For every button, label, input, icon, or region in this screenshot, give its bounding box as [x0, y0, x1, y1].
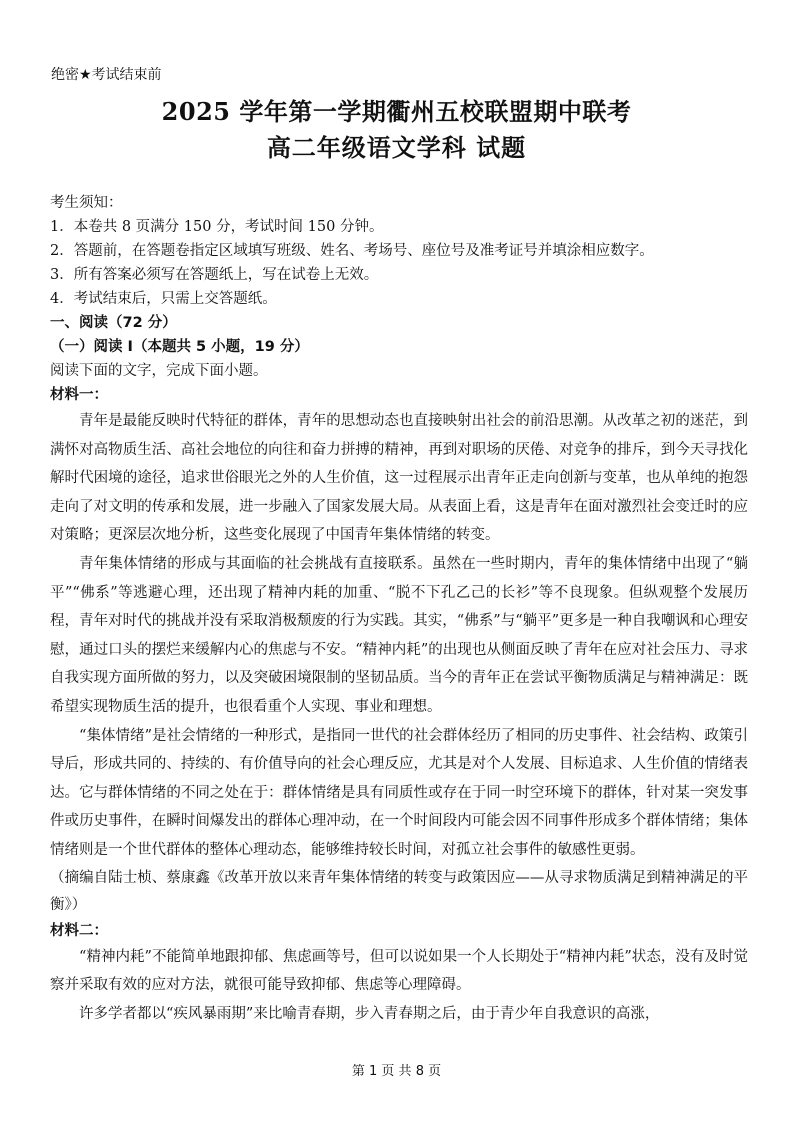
notice-item: 2．答题前，在答题卷指定区域填写班级、姓名、考场号、座位号及准考证号并填涂相应数字。: [50, 243, 654, 259]
confidential-mark: 绝密★考试结束前: [51, 67, 162, 83]
section-title: 一、阅读（72 分）: [50, 315, 177, 331]
reading-instruction: 阅读下面的文字，完成下面小题。: [50, 363, 268, 379]
notice-item: 4．考试结束后，只需上交答题纸。: [50, 291, 277, 307]
exam-title: 2025 学年第一学期衢州五校联盟期中联考: [161, 97, 632, 126]
notice-heading: 考生须知：: [50, 195, 123, 211]
material-one-source: （摘编自陆士桢、蔡康鑫《改革开放以来青年集体情绪的转变与政策因应——从寻求物质满足到精神满足的平衡》）: [50, 869, 748, 913]
exam-body: [50, 191, 748, 1028]
material-two-label: 材料二：: [50, 922, 108, 939]
page-number: 第 1 页 共 8 页: [351, 1064, 442, 1079]
exam-subtitle: 高二年级语文学科 试题: [266, 133, 527, 162]
material-two-paragraph: 许多学者都以“疾风暴雨期”来比喻青春期，步入青春期之后，由于青少年自我意识的高涨，: [79, 1005, 660, 1022]
material-one-paragraph: 青年是最能反映时代特征的群体，青年的思想动态也直接映射出社会的前沿思潮。从改革之初的迷茫，到满怀对高物质生活、高社会地位的向往和奋力拼搏的精神，再到对职场的厌倦、对竞争的排斥，到今天寻找化解时代困境的途径，追求世俗眼光之外的人生价值，这一过程展示出青年正走向创新与变革，也从单纯的抱怨走向了对文明的传承和发展，进一步融入了国家发展大局。从表面上看，这是青年在面对激烈社会变迁时的应对策略；更深层次地分析，这些变化展现了中国青年集体情绪的转变。: [50, 413, 748, 544]
material-two-paragraph: “精神内耗”不能简单地跟抑郁、焦虑画等号，但可以说如果一个人长期处于“精神内耗”状态，没有及时觉察并采取有效的应对方法，就很可能导致抑郁、焦虑等心理障碍。: [50, 948, 748, 994]
section-subtitle: （一）阅读 I（本题共 5 小题，19 分）: [50, 339, 309, 355]
notice-item: 3．所有答案必须写在答题纸上，写在试卷上无效。: [50, 267, 379, 283]
material-one-paragraph: “集体情绪”是社会情绪的一种形式，是指同一世代的社会群体经历了相同的历史事件、社会结构、政策引导后，形成共同的、持续的、有价值导向的社会心理反应，尤其是对个人发展、目标追求、人生价值的情绪表达。它与群体情绪的不同之处在于：群体情绪是具有同质性或存在于同一时空环境下的群体，针对某一突发事件或历史事件，在瞬时间爆发出的群体心理冲动，在一个时间段内可能会因不同事件形成多个群体情绪；集体情绪则是一个世代群体的整体心理动态，能够维持较长时间，对孤立社会事件的敏感性更弱。: [50, 727, 748, 858]
material-one-label: 材料一：: [50, 387, 108, 403]
notice-item: 1．本卷共 8 页满分 150 分，考试时间 150 分钟。: [50, 219, 384, 235]
material-one-paragraph: 青年集体情绪的形成与其面临的社会挑战有直接联系。虽然在一些时期内，青年的集体情绪中出现了“躺平”“佛系”等逃避心理，还出现了精神内耗的加重、“脱不下孔乙己的长衫”等不良现象。但纵观整个发展历程，青年对时代的挑战并没有采取消极颓废的行为实践。其实，“佛系”与“躺平”更多是一种自我嘲讽和心理安慰，通过口头的摆烂来缓解内心的焦虑与不安。“精神内耗”的出现也从侧面反映了青年在应对社会压力、寻求自我实现方面所做的努力，以及突破困境限制的坚韧品质。当今的青年正在尝试平衡物质满足与精神满足：既希望实现物质生活的提升，也很看重个人实现、事业和理想。: [50, 555, 748, 715]
